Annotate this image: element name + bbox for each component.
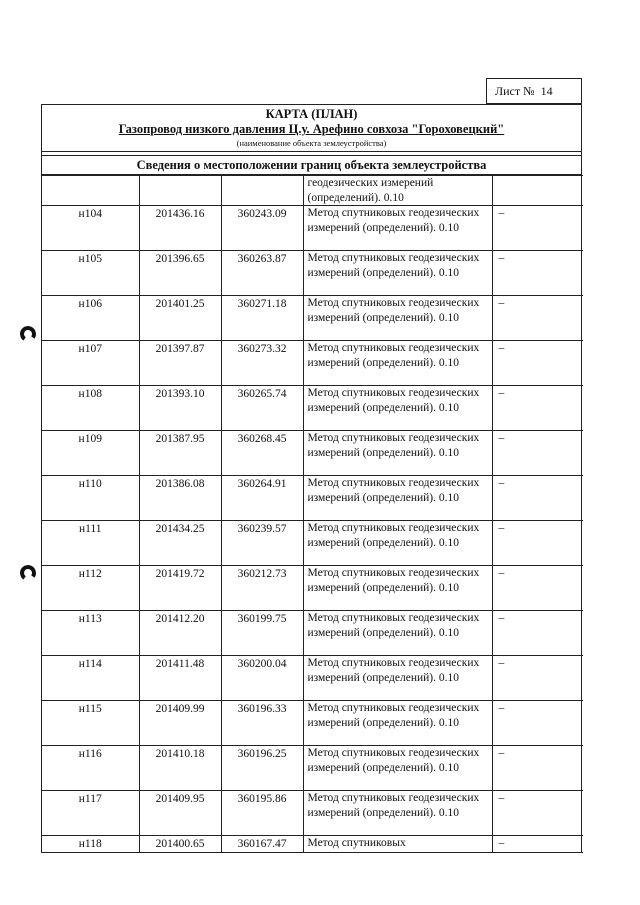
point-id-cell: н115 (42, 701, 139, 746)
note-cell: – (492, 296, 583, 341)
x-coordinate-cell: 201419.72 (139, 566, 221, 611)
method-cell: Метод спутниковых геодезических измерений (определений). 0.10 (303, 791, 492, 836)
table-row (42, 206, 583, 251)
method-cell: геодезических измерений (определений). 0.10 (303, 176, 492, 206)
point-id-cell: н104 (42, 206, 139, 251)
x-coordinate-cell: 201386.08 (139, 476, 221, 521)
x-coordinate-cell: 201412.20 (139, 611, 221, 656)
x-coordinate-cell: 201396.65 (139, 251, 221, 296)
point-id-cell: н117 (42, 791, 139, 836)
point-id-cell: н106 (42, 296, 139, 341)
note-cell: – (492, 521, 583, 566)
table-row (42, 521, 583, 566)
punch-hole-mark (19, 564, 38, 583)
note-cell: – (492, 206, 583, 251)
y-coordinate-cell: 360273.32 (221, 341, 303, 386)
method-cell: Метод спутниковых геодезических измерений (определений). 0.10 (303, 746, 492, 791)
table-row (42, 836, 583, 853)
y-coordinate-cell: 360196.25 (221, 746, 303, 791)
table-row (42, 176, 583, 206)
point-id-cell: н108 (42, 386, 139, 431)
object-caption: (наименование объекта землеустройства) (236, 138, 387, 148)
method-cell: Метод спутниковых геодезических измерений (определений). 0.10 (303, 431, 492, 476)
y-coordinate-cell: 360167.47 (221, 836, 303, 853)
document-title: КАРТА (ПЛАН) (265, 107, 358, 121)
point-id-cell: н114 (42, 656, 139, 701)
x-coordinate-cell: 201410.18 (139, 746, 221, 791)
object-name: Газопровод низкого давления Ц.у. Арефино совхоза "Гороховецкий" (118, 122, 505, 136)
method-cell: Метод спутниковых геодезических измерений (определений). 0.10 (303, 296, 492, 341)
method-cell: Метод спутниковых геодезических измерений (определений). 0.10 (303, 701, 492, 746)
y-coordinate-cell: 360271.18 (221, 296, 303, 341)
table-row (42, 386, 583, 431)
note-cell: – (492, 476, 583, 521)
note-cell (492, 176, 583, 206)
y-coordinate-cell: 360199.75 (221, 611, 303, 656)
table-row (42, 296, 583, 341)
point-id-cell (42, 176, 139, 206)
y-coordinate-cell: 360265.74 (221, 386, 303, 431)
note-cell: – (492, 611, 583, 656)
note-cell: – (492, 791, 583, 836)
point-id-cell: н105 (42, 251, 139, 296)
method-cell: Метод спутниковых геодезических измерений (определений). 0.10 (303, 386, 492, 431)
x-coordinate-cell: 201409.99 (139, 701, 221, 746)
method-cell: Метод спутниковых геодезических измерений (определений). 0.10 (303, 656, 492, 701)
note-cell: – (492, 341, 583, 386)
note-cell: – (492, 746, 583, 791)
document-frame (41, 104, 582, 853)
point-id-cell: н109 (42, 431, 139, 476)
y-coordinate-cell: 360268.45 (221, 431, 303, 476)
table-row (42, 746, 583, 791)
note-cell: – (492, 386, 583, 431)
x-coordinate-cell: 201411.48 (139, 656, 221, 701)
method-cell: Метод спутниковых (303, 836, 492, 853)
y-coordinate-cell: 360195.86 (221, 791, 303, 836)
boundary-table (42, 175, 583, 853)
note-cell: – (492, 431, 583, 476)
x-coordinate-cell: 201401.25 (139, 296, 221, 341)
note-cell: – (492, 701, 583, 746)
method-cell: Метод спутниковых геодезических измерений (определений). 0.10 (303, 521, 492, 566)
point-id-cell: н111 (42, 521, 139, 566)
y-coordinate-cell: 360196.33 (221, 701, 303, 746)
method-cell: Метод спутниковых геодезических измерений (определений). 0.10 (303, 611, 492, 656)
x-coordinate-cell (139, 176, 221, 206)
table-row (42, 656, 583, 701)
table-row (42, 431, 583, 476)
note-cell: – (492, 251, 583, 296)
x-coordinate-cell: 201434.25 (139, 521, 221, 566)
table-row (42, 251, 583, 296)
method-cell: Метод спутниковых геодезических измерений (определений). 0.10 (303, 566, 492, 611)
sheet-label: Лист № (495, 84, 535, 98)
x-coordinate-cell: 201436.16 (139, 206, 221, 251)
method-cell: Метод спутниковых геодезических измерений (определений). 0.10 (303, 476, 492, 521)
table-row (42, 611, 583, 656)
title-block (42, 105, 581, 152)
y-coordinate-cell (221, 176, 303, 206)
x-coordinate-cell: 201397.87 (139, 341, 221, 386)
point-id-cell: н107 (42, 341, 139, 386)
sheet-number: 14 (540, 84, 553, 98)
method-cell: Метод спутниковых геодезических измерений (определений). 0.10 (303, 341, 492, 386)
point-id-cell: н116 (42, 746, 139, 791)
sheet-number-box (486, 78, 582, 104)
table-row (42, 791, 583, 836)
y-coordinate-cell: 360212.73 (221, 566, 303, 611)
y-coordinate-cell: 360243.09 (221, 206, 303, 251)
table-row (42, 476, 583, 521)
table-row (42, 341, 583, 386)
point-id-cell: н112 (42, 566, 139, 611)
point-id-cell: н113 (42, 611, 139, 656)
y-coordinate-cell: 360239.57 (221, 521, 303, 566)
x-coordinate-cell: 201393.10 (139, 386, 221, 431)
note-cell: – (492, 836, 583, 853)
table-row (42, 701, 583, 746)
section-title: Сведения о местоположении границ объекта землеустройства (42, 155, 581, 175)
x-coordinate-cell: 201387.95 (139, 431, 221, 476)
table-row (42, 566, 583, 611)
point-id-cell: н110 (42, 476, 139, 521)
x-coordinate-cell: 201400.65 (139, 836, 221, 853)
y-coordinate-cell: 360263.87 (221, 251, 303, 296)
punch-hole-mark (19, 325, 38, 344)
method-cell: Метод спутниковых геодезических измерений (определений). 0.10 (303, 206, 492, 251)
x-coordinate-cell: 201409.95 (139, 791, 221, 836)
point-id-cell: н118 (42, 836, 139, 853)
method-cell: Метод спутниковых геодезических измерений (определений). 0.10 (303, 251, 492, 296)
y-coordinate-cell: 360200.04 (221, 656, 303, 701)
note-cell: – (492, 566, 583, 611)
note-cell: – (492, 656, 583, 701)
y-coordinate-cell: 360264.91 (221, 476, 303, 521)
